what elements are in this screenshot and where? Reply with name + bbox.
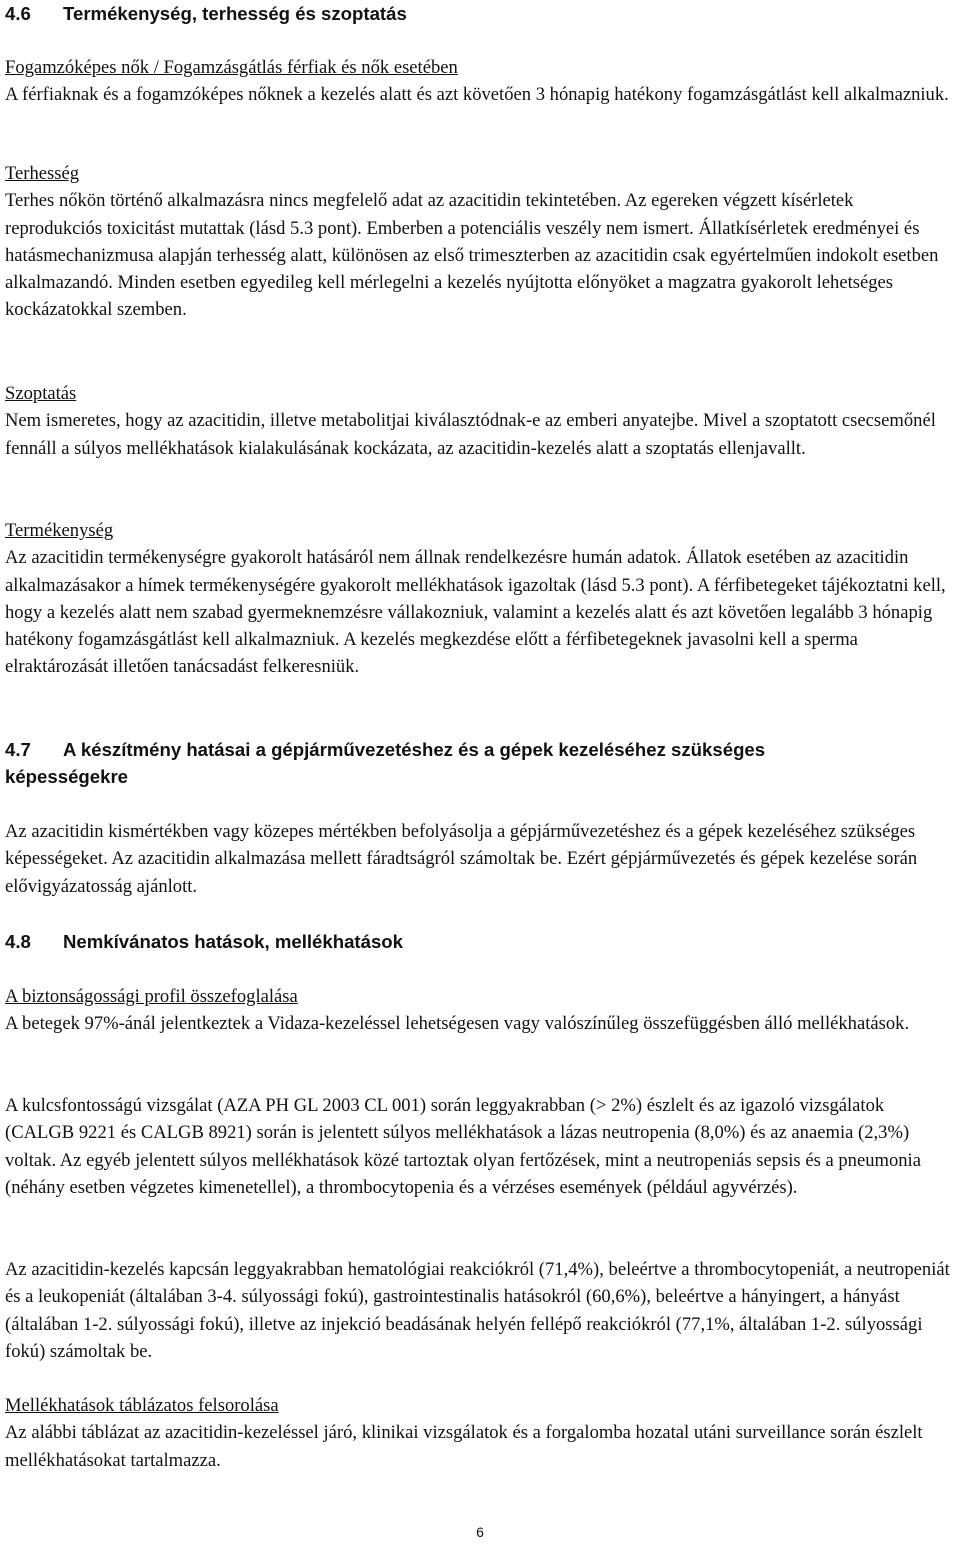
subheading-terhesseg: Terhesség xyxy=(5,163,80,184)
section-number: 4.7 xyxy=(5,739,31,760)
section-heading-4-6 xyxy=(5,0,955,27)
section-number: 4.6 xyxy=(5,3,31,24)
section-title: Termékenység, terhesség és szoptatás xyxy=(63,3,407,24)
subheading-termekenyseg: Termékenység xyxy=(5,520,114,541)
gepjarmu-block xyxy=(5,818,955,900)
biztonsagi-block xyxy=(5,983,955,1038)
section-heading-4-8 xyxy=(5,928,955,955)
paragraph-gepjarmu: Az azacitidin kismértékben vagy közepes mértékben befolyásolja a gépjárművezetéshez és a gépek kezeléséhez szükséges képességeket. Az azacitidin alkalmazása mellett fáradtságról számoltak be. Ezért gépjárművezetés és gépek kezelése során elővigyázatosság ajánlott. xyxy=(5,821,918,897)
paragraph-biztonsagi-profil: A betegek 97%-ánál jelentkeztek a Vidaza-kezeléssel lehetségesen vagy valószínűleg összefüggésben álló mellékhatások. xyxy=(5,1013,910,1035)
terhesseg-block xyxy=(5,160,955,324)
section-title: Nemkívánatos hatások, mellékhatások xyxy=(63,931,404,952)
section-heading-4-7 xyxy=(5,736,955,791)
subheading-biztonsagi-profil: A biztonságossági profil összefoglalása xyxy=(5,986,298,1007)
section-title-line1: A készítmény hatásai a gépjárművezetéshez és a gépek kezeléséhez szükséges xyxy=(63,739,766,760)
hemat-block xyxy=(5,1256,955,1365)
paragraph-kulcsfontossagu: A kulcsfontosságú vizsgálat (AZA PH GL 2003 CL 001) során leggyakrabban (> 2%) észlelt és az igazoló vizsgálatok (CALGB 9221 és CALGB 8921) során is jelentett súlyos mellékhatások a lázas neutropenia (8,0%) és az anaemia (2,3%) voltak. Az egyéb jelentett súlyos mellékhatások közé tartoztak olyan fertőzések, mint a neutropeniás sepsis és a pneumonia (néhány esetben végzetes kimenetellel), a thrombocytopenia és a vérzéses események (például agyvérzés). xyxy=(5,1095,921,1198)
termekenyseg-block xyxy=(5,517,955,681)
szoptatas-block xyxy=(5,380,955,462)
section-title-line2: képességekre xyxy=(5,766,129,788)
fogamzo-block xyxy=(5,54,955,109)
paragraph-hematologiai: Az azacitidin-kezelés kapcsán leggyakrabban hematológiai reakciókról (71,4%), beleértve a thrombocytopeniát, a neutropeniát és a leukopeniát (általában 3-4. súlyossági fokú), gastrointestinalis hatásokról (60,6%), beleértve a hányingert, a hányást (általában 1-2. súlyossági fokú), illetve az injekció beadásának helyén fellépő reakciókról (77,1%, általában 1-2. súlyossági fokú) számoltak be. xyxy=(5,1259,950,1362)
subheading-fogamzokepes: Fogamzóképes nők / Fogamzásgátlás férfiak és nők esetében xyxy=(5,57,458,78)
section-number: 4.8 xyxy=(5,931,31,952)
kulcs-block xyxy=(5,1092,955,1201)
page-number: 6 xyxy=(476,1524,484,1540)
paragraph-termekenyseg: Az azacitidin termékenységre gyakorolt hatásáról nem állnak rendelkezésre humán adatok. Állatok esetében az azacitidin alkalmazásakor a hímek termékenységére gyakorolt mellékhatások igazoltak (lásd 5.3 pont). A férfibetegeket tájékoztatni kell, hogy a kezelés alatt nem szabad gyermeknemzésre vállakozniuk, valamint a kezelés alatt és azt követően legalább 3 hónapig hatékony fogamzásgátlást kell alkalmazniuk. A kezelés megkezdése előtt a férfibetegeknek javasolni kell a sperma elraktározását illetően tanácsadást felkeresniük. xyxy=(5,547,946,678)
paragraph-fogamzokepes: A férfiaknak és a fogamzóképes nőknek a kezelés alatt és azt követően 3 hónapig hatékony fogamzásgátlást kell alkalmazniuk. xyxy=(5,84,949,106)
tablazatos-block xyxy=(5,1392,955,1474)
subheading-tablazatos: Mellékhatások táblázatos felsorolása xyxy=(5,1395,279,1416)
subheading-szoptatas: Szoptatás xyxy=(5,383,77,404)
paragraph-terhesseg: Terhes nőkön történő alkalmazásra nincs megfelelő adat az azacitidin tekintetében. Az egereken végzett kísérletek reprodukciós toxicitást mutattak (lásd 5.3 pont). Emberben a potenciális veszély nem ismert. Állatkísérletek eredményei és hatásmechanizmusa alapján terhesség alatt, különösen az első trimeszterben az azacitidin csak egyértelműen indokolt esetben alkalmazandó. Minden esetben egyedileg kell mérlegelni a kezelés nyújtotta előnyöket a magzatra gyakorolt lehetséges kockázatokkal szemben. xyxy=(5,190,939,321)
paragraph-szoptatas: Nem ismeretes, hogy az azacitidin, illetve metabolitjai kiválasztódnak-e az emberi anyatejbe. Mivel a szoptatott csecsemőnél fennáll a súlyos mellékhatások kialakulásának kockázata, az azacitidin-kezelés alatt a szoptatás ellenjavallt. xyxy=(5,410,936,459)
paragraph-tablazatos: Az alábbi táblázat az azacitidin-kezeléssel járó, klinikai vizsgálatok és a forgalomba hozatal utáni surveillance során észlelt mellékhatásokat tartalmazza. xyxy=(5,1422,923,1471)
